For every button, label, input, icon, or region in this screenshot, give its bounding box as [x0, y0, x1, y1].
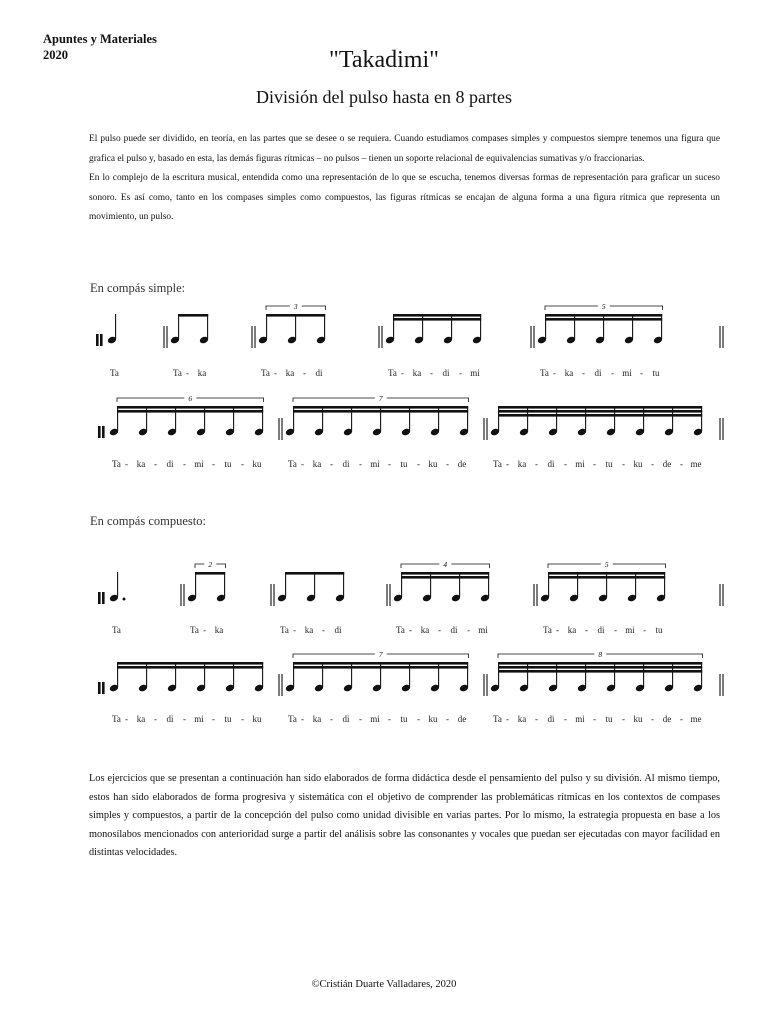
syllable: Ta: [543, 625, 552, 635]
syllable: -: [301, 714, 304, 724]
footer-copyright: ©Cristián Duarte Valladares, 2020: [311, 979, 457, 990]
compound-section-label: En compás compuesto:: [90, 514, 206, 528]
syllable: -: [680, 714, 683, 724]
intro-paragraph-1: El pulso puede ser dividido, en teoría, en las partes que se desee o se requiera. Cuando estudiamos compases simples y compuestos siempre tenemos una figura que grafica el pulso y, basado en esta, las demás figuras rítmicas – no pulsos – tienen un soporte relacional de equivalencias sumativas y/o fraccionarias.: [89, 134, 720, 164]
header-line-1: Apuntes y Materiales: [43, 32, 157, 46]
syllable: -: [409, 625, 412, 635]
start-barline: [102, 682, 105, 694]
simple-section-label: En compás simple:: [90, 281, 186, 295]
start-barline: [102, 426, 105, 438]
syllable: -: [241, 459, 244, 469]
syllable: ka: [312, 714, 322, 724]
syllable: tu: [400, 459, 408, 469]
tuplet-number: 7: [378, 650, 383, 659]
syllable: di: [342, 714, 350, 724]
syllable: tu: [224, 459, 232, 469]
dot: [123, 598, 126, 601]
syllable: Ta: [288, 459, 297, 469]
syllable: -: [183, 714, 186, 724]
syllable: -: [359, 714, 362, 724]
rhythm-row-simple-2: [0, 395, 768, 490]
syllable: -: [417, 459, 420, 469]
beam: [117, 662, 263, 665]
syllable: -: [564, 714, 567, 724]
syllable: mi: [575, 459, 585, 469]
syllable: di: [547, 714, 555, 724]
syllable: di: [166, 459, 174, 469]
syllable: -: [593, 459, 596, 469]
beam: [548, 576, 665, 579]
syllable: ku: [633, 714, 643, 724]
syllable: -: [582, 368, 585, 378]
syllable: mi: [194, 459, 204, 469]
syllable: -: [680, 459, 683, 469]
beam: [545, 318, 662, 321]
beam: [293, 662, 468, 665]
beam: [498, 414, 702, 417]
syllable: tu: [224, 714, 232, 724]
syllable: -: [154, 714, 157, 724]
beam: [117, 410, 263, 413]
syllable: -: [643, 625, 646, 635]
syllable: -: [611, 368, 614, 378]
beam: [393, 314, 481, 317]
syllable: -: [446, 714, 449, 724]
syllable: mi: [470, 368, 480, 378]
start-barline: [98, 426, 101, 438]
syllable: -: [467, 625, 470, 635]
start-barline: [96, 334, 99, 346]
syllable: di: [315, 368, 323, 378]
syllable: ka: [412, 368, 422, 378]
syllable: Ta: [112, 459, 121, 469]
beam: [498, 666, 702, 669]
syllable: -: [430, 368, 433, 378]
syllable: ka: [304, 625, 314, 635]
syllable: -: [651, 714, 654, 724]
syllable: mi: [478, 625, 488, 635]
rhythm-row-compound-1: [0, 560, 768, 655]
syllable: mi: [194, 714, 204, 724]
beam: [293, 666, 468, 669]
syllable: me: [690, 459, 702, 469]
syllable: -: [183, 459, 186, 469]
header-line-2: 2020: [43, 48, 68, 62]
syllable: -: [301, 459, 304, 469]
syllable: tu: [652, 368, 660, 378]
syllable: -: [553, 368, 556, 378]
tuplet-number: 5: [601, 302, 606, 311]
page-subtitle: División del pulso hasta en 8 partes: [256, 87, 512, 107]
syllable: -: [125, 459, 128, 469]
syllable: -: [640, 368, 643, 378]
beam: [401, 576, 489, 579]
beam: [498, 662, 702, 665]
syllable: ka: [564, 368, 574, 378]
syllable: Ta: [288, 714, 297, 724]
syllable: di: [442, 368, 450, 378]
syllable: Ta: [388, 368, 397, 378]
syllable: ka: [136, 459, 146, 469]
syllable: ka: [420, 625, 430, 635]
syllable: me: [690, 714, 702, 724]
syllable: Ta: [493, 714, 502, 724]
syllable: Ta: [112, 625, 121, 635]
syllable: de: [662, 714, 672, 724]
syllable: -: [359, 459, 362, 469]
beam: [548, 572, 665, 575]
syllable: ka: [517, 714, 527, 724]
syllable: di: [334, 625, 342, 635]
syllable: Ta: [110, 368, 119, 378]
beam: [293, 410, 468, 413]
syllable: -: [506, 459, 509, 469]
syllable: Ta: [173, 368, 182, 378]
syllable: tu: [400, 714, 408, 724]
tuplet-number: 5: [604, 560, 609, 569]
syllable: ku: [633, 459, 643, 469]
tuplet-number: 4: [443, 560, 448, 569]
syllable: mi: [625, 625, 635, 635]
syllable: Ta: [493, 459, 502, 469]
syllable: ku: [252, 714, 262, 724]
tuplet-number: 8: [598, 650, 603, 659]
syllable: -: [585, 625, 588, 635]
syllable: -: [622, 714, 625, 724]
syllable: -: [212, 714, 215, 724]
syllable: ku: [428, 714, 438, 724]
syllable: mi: [575, 714, 585, 724]
syllable: -: [241, 714, 244, 724]
syllable: -: [417, 714, 420, 724]
syllable: -: [388, 459, 391, 469]
beam: [266, 314, 325, 317]
beam: [117, 406, 263, 409]
syllable: -: [593, 714, 596, 724]
syllable: di: [166, 714, 174, 724]
syllable: di: [547, 459, 555, 469]
syllable: ka: [136, 714, 146, 724]
syllable: tu: [605, 459, 613, 469]
syllable: tu: [605, 714, 613, 724]
syllable: -: [203, 625, 206, 635]
syllable: de: [457, 459, 467, 469]
syllable: -: [622, 459, 625, 469]
syllable: Ta: [112, 714, 121, 724]
syllable: ka: [197, 368, 207, 378]
beam: [117, 666, 263, 669]
start-barline: [100, 334, 103, 346]
syllable: mi: [370, 714, 380, 724]
beam: [401, 572, 489, 575]
start-barline: [102, 592, 105, 604]
syllable: ku: [428, 459, 438, 469]
syllable: -: [154, 459, 157, 469]
syllable: di: [342, 459, 350, 469]
syllable: di: [594, 368, 602, 378]
syllable: -: [388, 714, 391, 724]
syllable: -: [401, 368, 404, 378]
syllable: -: [303, 368, 306, 378]
syllable: -: [330, 459, 333, 469]
syllable: Ta: [396, 625, 405, 635]
syllable: -: [330, 714, 333, 724]
page-title: "Takadimi": [329, 47, 439, 73]
syllable: -: [564, 459, 567, 469]
syllable: di: [450, 625, 458, 635]
intro-text: [89, 130, 720, 228]
start-barline: [98, 682, 101, 694]
syllable: ku: [252, 459, 262, 469]
syllable: ka: [517, 459, 527, 469]
rhythm-row-simple-1: [0, 300, 768, 400]
syllable: di: [597, 625, 605, 635]
beam: [178, 314, 208, 317]
tuplet-number: 2: [208, 560, 213, 569]
beam: [498, 410, 702, 413]
syllable: Ta: [280, 625, 289, 635]
syllable: -: [446, 459, 449, 469]
syllable: Ta: [540, 368, 549, 378]
beam: [498, 670, 702, 673]
syllable: -: [614, 625, 617, 635]
syllable: ka: [312, 459, 322, 469]
syllable: mi: [622, 368, 632, 378]
syllable: Ta: [190, 625, 199, 635]
syllable: -: [651, 459, 654, 469]
syllable: -: [293, 625, 296, 635]
intro-paragraph-2: En lo complejo de la escritura musical, entendida como una representación de lo que se escucha, tenemos diversas formas de representación para graficar un suceso sonoro. Es así como, tanto en los compases simples como compuestos, las figuras rítmicas se encajan de alguna forma a una figura rítmica que representa un movimiento, un pulso.: [89, 173, 720, 222]
beam: [293, 406, 468, 409]
syllable: -: [438, 625, 441, 635]
tuplet-number: 6: [188, 394, 193, 403]
beam: [285, 572, 344, 575]
syllable: tu: [655, 625, 663, 635]
syllable: de: [662, 459, 672, 469]
syllable: Ta: [261, 368, 270, 378]
syllable: -: [459, 368, 462, 378]
syllable: -: [535, 459, 538, 469]
syllable: -: [535, 714, 538, 724]
beam: [195, 572, 225, 575]
syllable: ka: [285, 368, 295, 378]
syllable: -: [556, 625, 559, 635]
beam: [498, 406, 702, 409]
syllable: -: [322, 625, 325, 635]
syllable: -: [125, 714, 128, 724]
syllable: -: [274, 368, 277, 378]
start-barline: [98, 592, 101, 604]
syllable: -: [506, 714, 509, 724]
tuplet-number: 7: [378, 394, 383, 403]
syllable: -: [186, 368, 189, 378]
beam: [393, 318, 481, 321]
syllable: ka: [214, 625, 224, 635]
rhythm-row-compound-2: [0, 650, 768, 745]
closing-paragraph: Los ejercicios que se presentan a continuación han sido elaborados de forma didáctica desde el pensamiento del pulso y su división. Al mismo tiempo, estos han sido elaborados de forma progresiva y sistemática con el objetivo de comprender las problemáticas rítmicas en los contextos de compases simples y compuestos, a partir de la concepción del pulso como unidad divisible en varias partes. Por lo mismo, la estrategia propuesta en base a los monosílabos mencionados con anterioridad surge a partir del análisis sobre las consonantes y vocales que puedan ser ejecutadas con mayor facilidad en distintas velocidades.: [89, 773, 720, 858]
syllable: -: [212, 459, 215, 469]
syllable: de: [457, 714, 467, 724]
tuplet-number: 3: [293, 302, 298, 311]
beam: [545, 314, 662, 317]
syllable: mi: [370, 459, 380, 469]
syllable: ka: [567, 625, 577, 635]
